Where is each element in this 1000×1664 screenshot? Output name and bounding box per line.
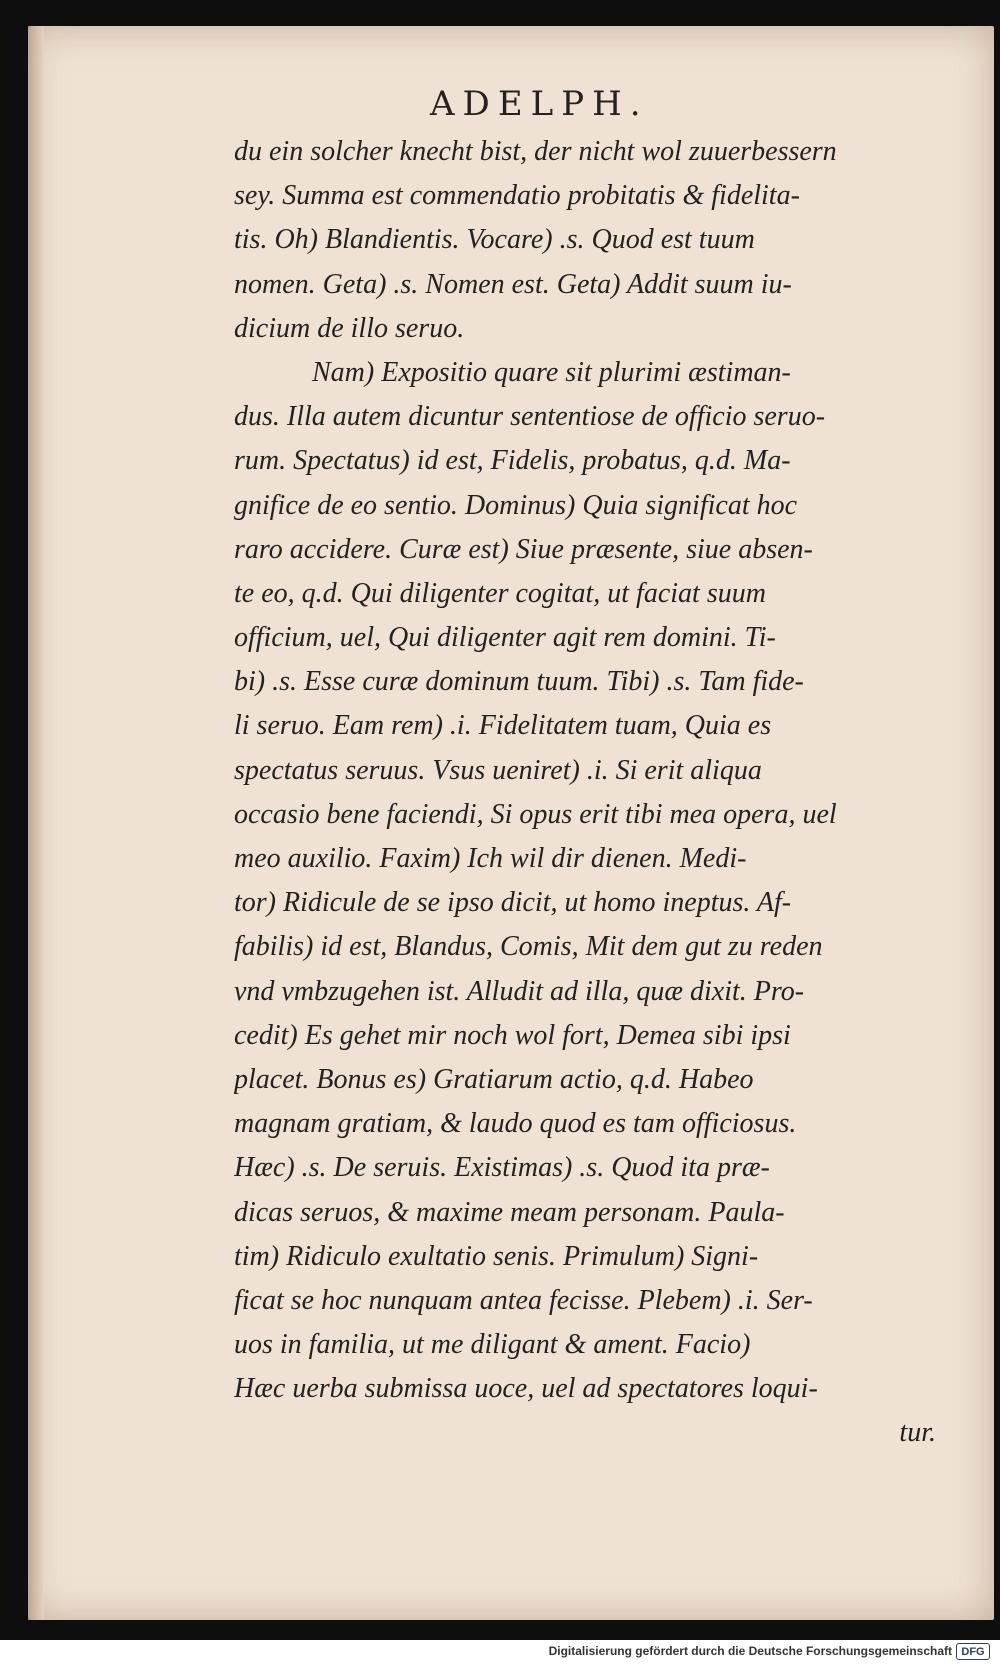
commentary-text-block	[234, 130, 964, 1456]
text-line: uos in familia, ut me diligant & ament. Facio)	[234, 1329, 751, 1361]
text-line: sey. Summa est commendatio probitatis & fidelita-	[234, 180, 800, 212]
text-line: te eo, q.d. Qui diligenter cogitat, ut faciat suum	[234, 577, 766, 609]
text-line: cedit) Es gehet mir noch wol fort, Demea sibi ipsi	[234, 1019, 791, 1051]
text-line: dicas seruos, & maxime meam personam. Paula-	[234, 1196, 785, 1228]
text-line: rum. Spectatus) id est, Fidelis, probatus, q.d. Ma-	[234, 445, 791, 477]
text-line: bi) .s. Esse curæ dominum tuum. Tibi) .s. Tam fide-	[234, 666, 804, 698]
text-line: tim) Ridiculo exultatio senis. Primulum) Signi-	[234, 1240, 759, 1272]
text-line: fabilis) id est, Blandus, Comis, Mit dem gut zu reden	[234, 931, 823, 963]
text-line: Hæc uerba submissa uoce, uel ad spectatores loqui-	[234, 1373, 818, 1405]
text-line: vnd vmbzugehen ist. Alludit ad illa, quæ dixit. Pro-	[234, 975, 805, 1007]
text-line: dicium de illo seruo.	[234, 312, 465, 344]
running-head: ADELPH.	[430, 84, 649, 124]
funding-credit: Digitalisierung gefördert durch die Deutsche Forschungsgemeinschaft	[548, 1644, 952, 1658]
text-line: nomen. Geta) .s. Nomen est. Geta) Addit suum iu-	[234, 268, 792, 300]
text-line: gnifice de eo sentio. Dominus) Quia significat hoc	[234, 489, 798, 521]
digitization-footer	[0, 1640, 1000, 1664]
text-line: occasio bene faciendi, Si opus erit tibi mea opera, uel	[234, 798, 837, 830]
text-line: li seruo. Eam rem) .i. Fidelitatem tuam, Quia es	[234, 710, 772, 742]
text-line: ficat se hoc nunquam antea fecisse. Plebem) .i. Ser-	[234, 1284, 813, 1316]
text-line: tis. Oh) Blandientis. Vocare) .s. Quod est tuum	[234, 224, 755, 256]
text-line: Hæc) .s. De seruis. Existimas) .s. Quod ita præ-	[234, 1152, 770, 1184]
text-line-final: tur.	[899, 1417, 936, 1449]
text-line: dus. Illa autem dicuntur sententiose de officio seruo-	[234, 401, 826, 433]
text-line: placet. Bonus es) Gratiarum actio, q.d. Habeo	[234, 1063, 754, 1095]
text-line: magnam gratiam, & laudo quod es tam officiosus.	[234, 1108, 797, 1140]
text-line: tor) Ridicule de se ipso dicit, ut homo ineptus. Af-	[234, 887, 792, 919]
text-line: raro accidere. Curæ est) Siue præsente, siue absen-	[234, 533, 813, 565]
text-line: officium, uel, Qui diligenter agit rem domini. Ti-	[234, 622, 776, 654]
text-line: du ein solcher knecht bist, der nicht wol zuuerbessern	[234, 136, 837, 167]
dfg-logo: DFG	[956, 1643, 990, 1660]
text-line-paragraph-start: Nam) Expositio quare sit plurimi æstiman-	[312, 356, 791, 388]
page-gutter-edge	[28, 26, 44, 1620]
text-line: meo auxilio. Faxim) Ich wil dir dienen. Medi-	[234, 843, 747, 874]
text-line: spectatus seruus. Vsus ueniret) .i. Si erit aliqua	[234, 754, 762, 786]
